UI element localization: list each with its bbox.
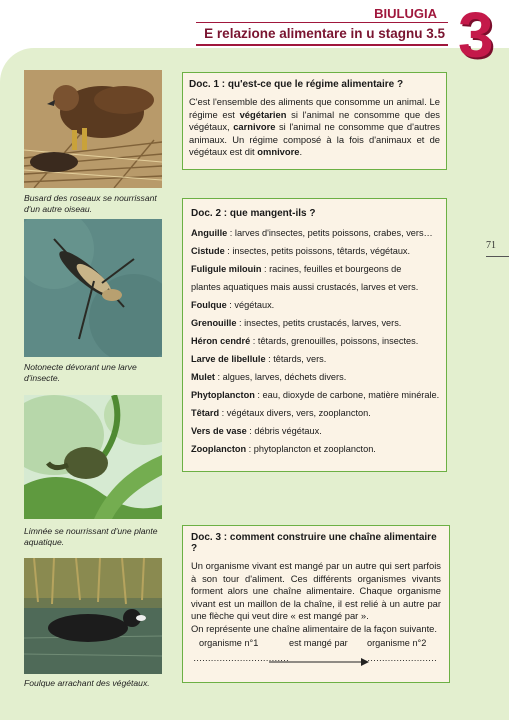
harrier-caption: Busard des roseaux se nourrissant d'un autre oiseau.	[24, 193, 157, 214]
foulque-photo	[24, 558, 162, 674]
species-diet: : têtards, grenouilles, poissons, insectes.	[250, 336, 419, 346]
species-name: Têtard	[191, 408, 220, 418]
doc3-text: Un organisme vivant est mangé par un autre qui sert parfois à son tour d'aliment. Ces différents organismes vivants forment alors une chaîne alimentaire. Chaque organisme vivant est un maillon de la chaîne, il est relié à un autre par une flèche qui veut dire « est mangé par ».	[191, 560, 441, 622]
diet-row	[191, 332, 438, 350]
lesson-title: E relazione alimentare in u stagnu 3.5	[204, 26, 445, 41]
species-name: Mulet	[191, 372, 215, 382]
diet-row	[191, 260, 438, 278]
species-diet: : végétaux divers, vers, zooplancton.	[219, 408, 371, 418]
diet-row	[191, 350, 438, 368]
blank-2: ……………………	[367, 653, 437, 663]
species-diet: : algues, larves, déchets divers.	[215, 372, 347, 382]
species-diet: : larves d'insectes, petits poissons, crabes, vers…	[227, 228, 433, 238]
doc1-text: C'est l'ensemble des aliments que consomme un animal. Le régime est végétarien si l'animal ne consomme que des végétaux, carnivore si l'animal ne consomme que d'autres animaux. Un régime composé à la fois d'animaux et de végétaux est dit omnivore.	[189, 96, 440, 158]
species-name: Cistude	[191, 246, 225, 256]
page-number-rule	[486, 256, 509, 257]
species-diet: : racines, feuilles et bourgeons de	[261, 264, 402, 274]
organism-2-label: organisme n°2	[367, 638, 427, 648]
arrow-icon	[269, 657, 369, 667]
species-diet: : têtards, vers.	[265, 354, 327, 364]
term-carnivore: carnivore	[233, 121, 276, 133]
diet-list	[191, 224, 438, 458]
notonecte-photo	[24, 219, 162, 357]
species-diet: : eau, dioxyde de carbone, matière minérale.	[254, 390, 440, 400]
species-name: Grenouille	[191, 318, 237, 328]
limnee-caption: Limnée se nourrissant d'une plante aquatique.	[24, 526, 158, 547]
doc2-box	[182, 198, 447, 472]
header-rule	[196, 22, 448, 23]
species-name: Phytoplancton	[191, 390, 255, 400]
diet-row	[191, 242, 438, 260]
diet-row	[191, 422, 438, 440]
species-diet: plantes aquatiques mais aussi crustacés, larves et vers.	[191, 282, 419, 292]
header-rule-bottom	[196, 44, 448, 46]
diet-row	[191, 296, 438, 314]
species-name: Zooplancton	[191, 444, 247, 454]
species-name: Foulque	[191, 300, 227, 310]
term-omnivore: omnivore	[257, 146, 300, 158]
diet-row	[191, 368, 438, 386]
blank-1: ……………………………	[193, 653, 289, 663]
species-name: Vers de vase	[191, 426, 247, 436]
doc3-text-2: On représente une chaîne alimentaire de la façon suivante.	[191, 622, 437, 634]
species-diet: : insectes, petits crustacés, larves, vers.	[236, 318, 402, 328]
species-diet: : phytoplancton et zooplancton.	[246, 444, 376, 454]
term-vegetarian: végétarien	[239, 108, 287, 120]
diet-row	[191, 440, 438, 458]
diet-row	[191, 224, 438, 242]
diet-row	[191, 386, 438, 404]
doc2-title: Doc. 2 : que mangent-ils ?	[191, 208, 316, 219]
species-name: Larve de libellule	[191, 354, 266, 364]
foulque-caption: Foulque arrachant des végétaux.	[24, 678, 150, 688]
doc3-title: Doc. 3 : comment construire une chaîne alimentaire ?	[191, 532, 437, 554]
harrier-photo	[24, 70, 162, 188]
eaten-by-label: est mangé par	[289, 638, 348, 648]
notonecte-caption: Notonecte dévorant une larve d'insecte.	[24, 362, 137, 383]
page-number: 71	[486, 240, 496, 251]
doc3-box	[182, 525, 450, 683]
organism-1-label: organisme n°1	[199, 638, 259, 648]
diet-row	[191, 404, 438, 422]
limnee-photo	[24, 395, 162, 519]
chapter-number: 3	[458, 0, 494, 71]
doc1-box	[182, 72, 447, 170]
section-title: BIULUGIA	[374, 6, 437, 21]
doc1-title: Doc. 1 : qu'est-ce que le régime alimentaire ?	[189, 79, 404, 90]
diet-row	[191, 314, 438, 332]
diet-row	[191, 278, 438, 296]
species-diet: : insectes, petits poissons, têtards, végétaux.	[224, 246, 411, 256]
species-name: Fuligule milouin	[191, 264, 262, 274]
species-diet: : débris végétaux.	[246, 426, 322, 436]
species-name: Anguille	[191, 228, 228, 238]
species-diet: : végétaux.	[226, 300, 275, 310]
species-name: Héron cendré	[191, 336, 251, 346]
